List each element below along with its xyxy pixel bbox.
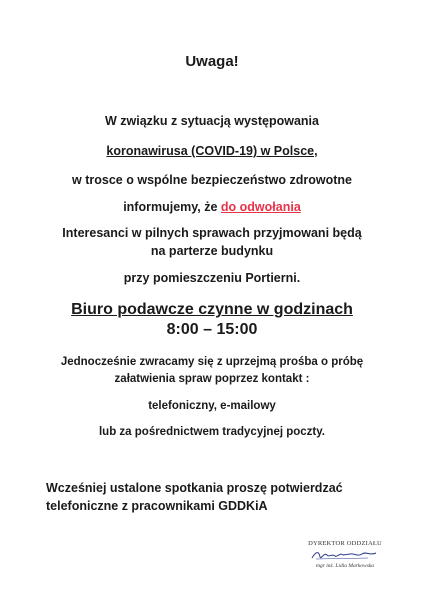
notice-line-7: przy pomieszczeniu Portierni. — [123, 271, 301, 285]
notice-line-8: Jednocześnie zwracamy się z uprzejmą prośba o próbę — [60, 356, 364, 368]
notice-line-2 — [0, 143, 424, 159]
covid-underlined-text: koronawirusa (COVID-19) w Polsce, — [106, 144, 318, 158]
notice-line-5: Interesanci w pilnych sprawach przyjmowani będą — [62, 226, 362, 240]
notice-line-4-prefix: informujemy, że — [123, 200, 221, 214]
office-hours-value: 8:00 – 15:00 — [166, 321, 258, 338]
signature-stamp — [300, 540, 390, 569]
signature-name: mgr inż. Lidia Markowska — [315, 563, 375, 569]
handwritten-signature-icon — [310, 548, 380, 562]
notice-line-9: załatwienia spraw poprzez kontakt : — [114, 373, 310, 385]
notice-line-11: lub za pośrednictwem tradycyjnej poczty. — [98, 426, 325, 438]
notice-line-1: W związku z sytuacją występowania — [105, 114, 319, 128]
notice-line-6: na parterze budynku — [150, 244, 274, 258]
final-note-line-2: telefoniczne z pracownikami GDDKiA — [46, 499, 268, 513]
notice-title: Uwaga! — [185, 53, 239, 70]
until-revoked-highlight: do odwołania — [220, 200, 301, 214]
notice-line-4 — [0, 199, 424, 215]
final-note-line-1: Wcześniej ustalone spotkania proszę potwierdzać — [46, 481, 343, 495]
office-hours-heading: Biuro podawcze czynne w godzinach — [71, 301, 353, 318]
notice-line-10: telefoniczny, e-mailowy — [148, 400, 276, 412]
signature-title: DYREKTOR ODDZIAŁU — [308, 540, 382, 547]
notice-line-3: w trosce o wspólne bezpieczeństwo zdrowotne — [72, 173, 352, 187]
